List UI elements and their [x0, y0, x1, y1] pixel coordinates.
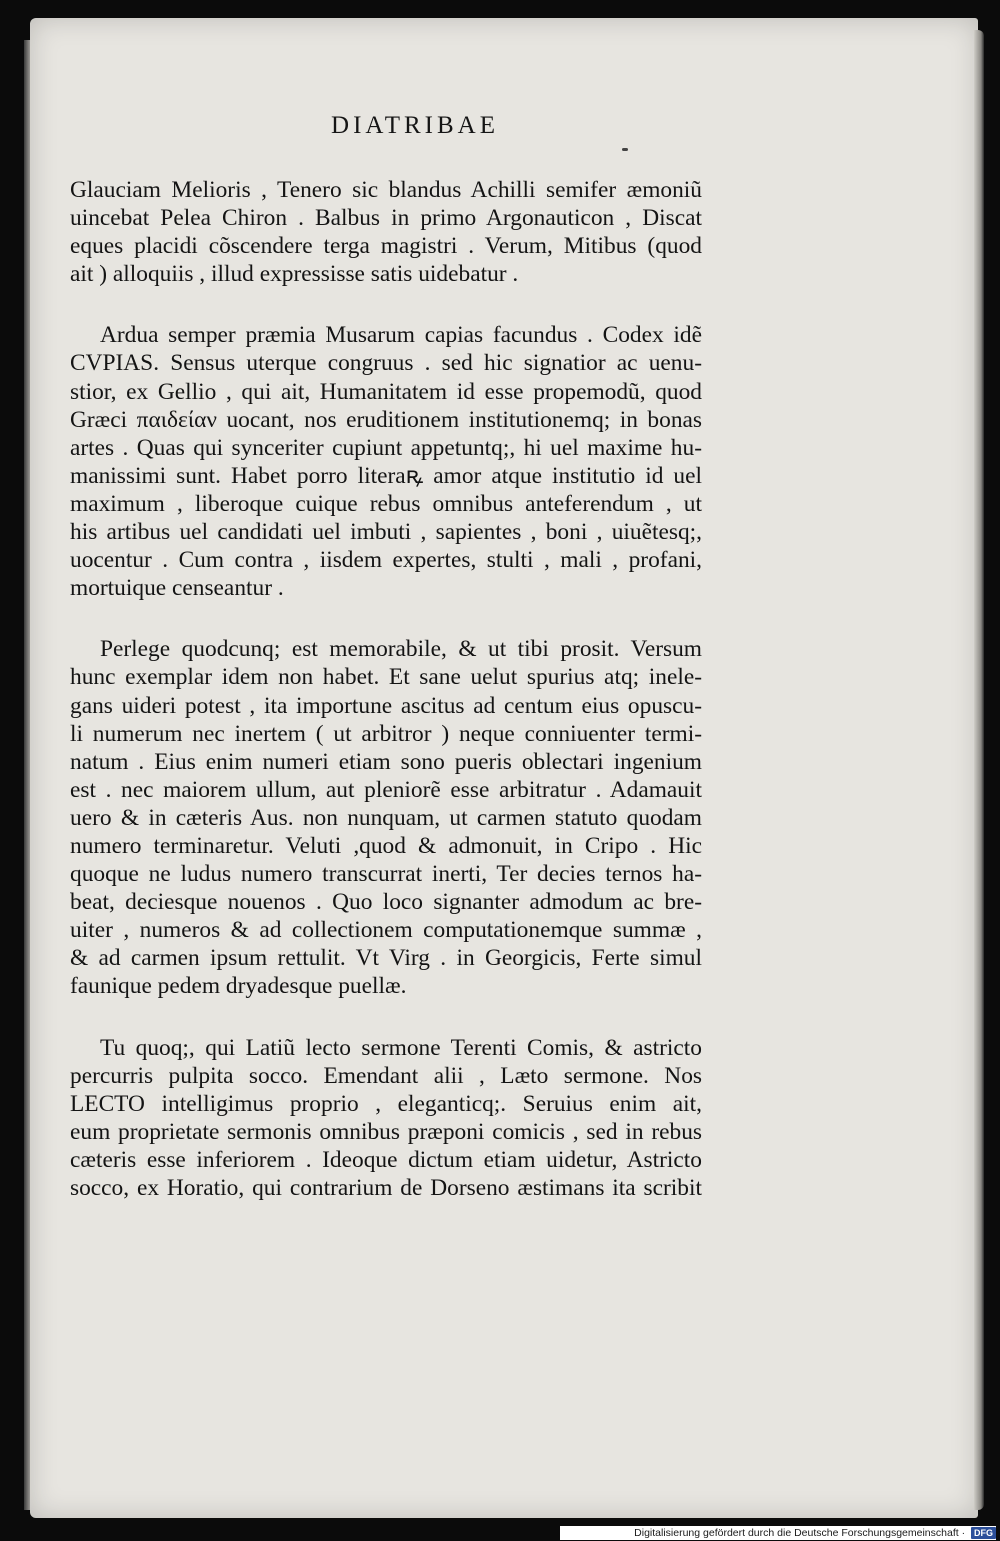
text-line: uincebat Pelea Chiron . Balbus in primo Argonauticon , Discat	[70, 205, 702, 232]
text-line: Perlege quodcunq; est memorabile, & ut tibi prosit. Versum	[100, 636, 702, 663]
text-line: est . nec maiorem ullum, aut pleniorẽ esse arbitratur . Adamauit	[70, 776, 702, 803]
digitization-credit	[560, 1526, 996, 1540]
paragraph-1	[70, 176, 702, 288]
credit-text: Digitalisierung gefördert durch die Deutsche Forschungsgemeinschaft ·	[634, 1527, 966, 1539]
ink-mark	[622, 148, 628, 151]
body-text	[70, 176, 702, 1202]
running-head	[0, 112, 1000, 140]
text-line: eques placidi cõscendere terga magistri . Verum, Mitibus (quod	[70, 233, 702, 260]
text-line: socco, ex Horatio, qui contrarium de Dorseno æstimans ita scribit	[70, 1175, 702, 1201]
text-line: mortuique censeantur .	[70, 575, 284, 602]
text-line: numero terminaretur. Veluti ,quod & admonuit, in Cripo . Hic	[70, 832, 702, 859]
text-line: quoque ne ludus numero transcurrat inerti, Ter decies ternos ha-	[70, 861, 702, 888]
text-line: Tu quoq;, qui Latiũ lecto sermone Terenti Comis, & astricto	[100, 1034, 702, 1061]
text-line: faunique pedem dryadesque puellæ.	[70, 973, 407, 1000]
running-head-text: DIATRIBAE	[331, 112, 499, 139]
text-line: Ardua semper præmia Musarum capias facundus . Codex idẽ	[100, 322, 702, 349]
text-line: manissimi sunt. Habet porro literaꝶ amor atque institutio id uel	[70, 462, 702, 489]
text-line: uero & in cæteris Aus. non nunquam, ut carmen statuto quodam	[70, 804, 702, 831]
text-line: cæteris esse inferiorem . Ideoque dictum etiam uidetur, Astricto	[70, 1146, 702, 1173]
text-line: stior, ex Gellio , qui ait, Humanitatem id esse propemodũ, quod	[70, 378, 702, 405]
text-line: CVPIAS. Sensus uterque congruus . sed hic signatior ac uenu-	[70, 350, 702, 377]
text-line: maximum , liberoque cuique rebus omnibus anteferendum , ut	[70, 490, 702, 517]
text-line: artes . Quas qui synceriter cupiunt appetuntq;, hi uel maxime hu-	[70, 434, 702, 461]
text-line: uiter , numeros & ad collectionem computationemque summæ ,	[70, 917, 702, 944]
text-line: Glauciam Melioris , Tenero sic blandus Achilli semifer æmoniũ	[70, 177, 702, 203]
text-line: hunc exemplar idem non habet. Et sane uelut spurius atq; inele-	[70, 664, 702, 691]
text-line: Græci παιδείαν uocant, nos eruditionem institutionemq; in bonas	[70, 406, 702, 433]
text-line: percurris pulpita socco. Emendant alii , Læto sermone. Nos	[70, 1062, 702, 1089]
text-line: & ad carmen ipsum rettulit. Vt Virg . in Georgicis, Ferte simul	[70, 945, 702, 972]
text-line: eum proprietate sermonis omnibus præponi comicis , sed in rebus	[70, 1118, 702, 1145]
text-line: li numerum nec inertem ( ut arbitror ) neque conniuenter termi-	[70, 720, 702, 747]
paragraph-3	[70, 635, 702, 1000]
paragraph-4	[70, 1034, 702, 1203]
text-line: natum . Eius enim numeri etiam sono pueris oblectari ingenium	[70, 748, 702, 775]
text-line: beat, deciesque nouenos . Quo loco signanter admodum ac bre-	[70, 889, 702, 916]
paragraph-2	[70, 321, 702, 602]
text-line: his artibus uel candidati uel imbuti , sapientes , boni , uiuẽtesq;,	[70, 519, 702, 546]
dfg-logo: DFG	[971, 1527, 996, 1539]
text-line: ait ) alloquiis , illud expressisse satis uidebatur .	[70, 261, 519, 288]
text-line: LECTO intelligimus proprio , eleganticq;. Seruius enim ait,	[70, 1090, 702, 1117]
text-line: gans uideri potest , ita importune ascitus ad centum eius opuscu-	[70, 692, 702, 719]
text-line: uocentur . Cum contra , iisdem expertes, stulti , mali , profani,	[70, 547, 702, 574]
page-edge-shadow	[974, 30, 984, 1510]
